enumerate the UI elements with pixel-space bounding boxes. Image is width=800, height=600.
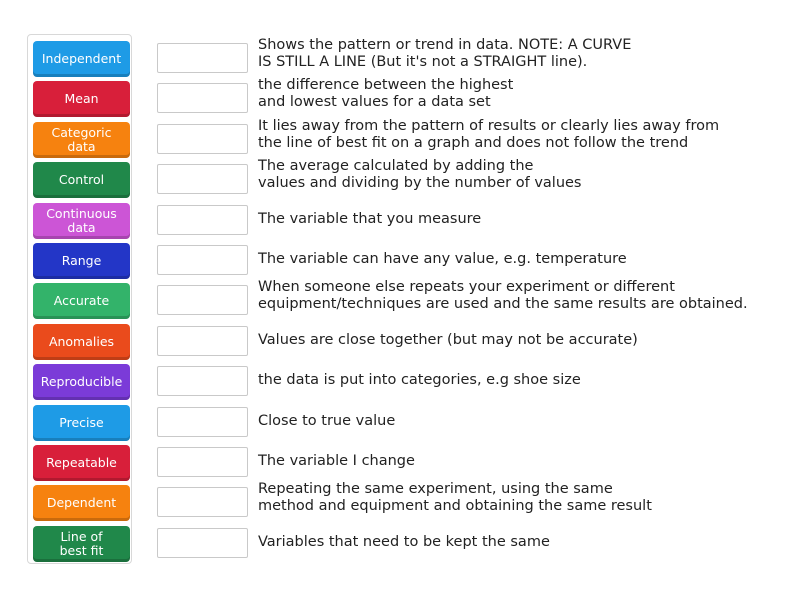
definition-text: the difference between the highest and lowest values for a data set — [258, 77, 514, 111]
definition-text: the data is put into categories, e.g shoe size — [258, 372, 581, 389]
answer-tile-label: Continuous data — [46, 205, 117, 235]
answer-tile[interactable] — [33, 122, 130, 158]
answer-tile[interactable] — [33, 203, 130, 239]
answer-tile-label: Accurate — [53, 293, 110, 309]
definition-text: Repeating the same experiment, using the same method and equipment and obtaining the same result — [258, 481, 652, 515]
answer-tile[interactable] — [33, 283, 130, 319]
drop-slot[interactable] — [157, 487, 248, 517]
answer-tile[interactable] — [33, 162, 130, 198]
drop-slot[interactable] — [157, 205, 248, 235]
definition-text: It lies away from the pattern of results or clearly lies away from the line of best fit on a graph and does not follow the trend — [258, 117, 720, 151]
answer-tile[interactable] — [33, 405, 130, 441]
answer-tile[interactable] — [33, 243, 130, 279]
definition-text: The variable that you measure — [258, 210, 482, 227]
drop-slot[interactable] — [157, 164, 248, 194]
answer-tile[interactable] — [33, 81, 130, 117]
answer-tile[interactable] — [33, 445, 130, 481]
answer-tile[interactable] — [33, 41, 130, 77]
answer-tile[interactable] — [33, 526, 130, 562]
answer-tile[interactable] — [33, 485, 130, 521]
answer-tile-label: Categoric data — [51, 124, 112, 154]
drop-slot[interactable] — [157, 43, 248, 73]
drop-slot[interactable] — [157, 528, 248, 558]
answer-tile-label: Repeatable — [46, 455, 117, 470]
drop-slot[interactable] — [157, 326, 248, 356]
answer-tile-label: Independent — [41, 51, 122, 66]
definition-text: When someone else repeats your experiment or different equipment/techniques are used and the same results are obtained. — [258, 279, 748, 313]
drop-slot[interactable] — [157, 285, 248, 315]
definition-text: The variable can have any value, e.g. temperature — [258, 251, 627, 267]
drop-slot[interactable] — [157, 407, 248, 437]
answer-tile-label: Mean — [64, 91, 99, 107]
answer-tile-label: Range — [61, 253, 102, 268]
definition-text: Close to true value — [258, 412, 396, 429]
definition-text: The variable I change — [258, 453, 415, 469]
answer-tile-label: Control — [58, 172, 105, 188]
definition-text: The average calculated by adding the values and dividing by the number of values — [258, 158, 582, 192]
definition-text: Shows the pattern or trend in data. NOTE: A CURVE IS STILL A LINE (But it's not a STRAIGHT line). — [258, 37, 632, 70]
answer-tile[interactable] — [33, 364, 130, 400]
answer-tile-label: Anomalies — [48, 333, 115, 349]
answer-tile-label: Precise — [59, 414, 104, 430]
definition-text: Values are close together (but may not be accurate) — [258, 331, 638, 348]
answer-tile[interactable] — [33, 324, 130, 360]
drop-slot[interactable] — [157, 83, 248, 113]
answer-tile-label: Dependent — [46, 495, 117, 511]
drop-slot[interactable] — [157, 245, 248, 275]
answer-tile-label: Line of best fit — [59, 528, 104, 558]
drop-slot[interactable] — [157, 447, 248, 477]
answer-tile-label: Reproducible — [40, 374, 123, 390]
drop-slot[interactable] — [157, 124, 248, 154]
drop-slot[interactable] — [157, 366, 248, 396]
definition-text: Variables that need to be kept the same — [258, 533, 550, 550]
word-bank — [27, 34, 132, 564]
